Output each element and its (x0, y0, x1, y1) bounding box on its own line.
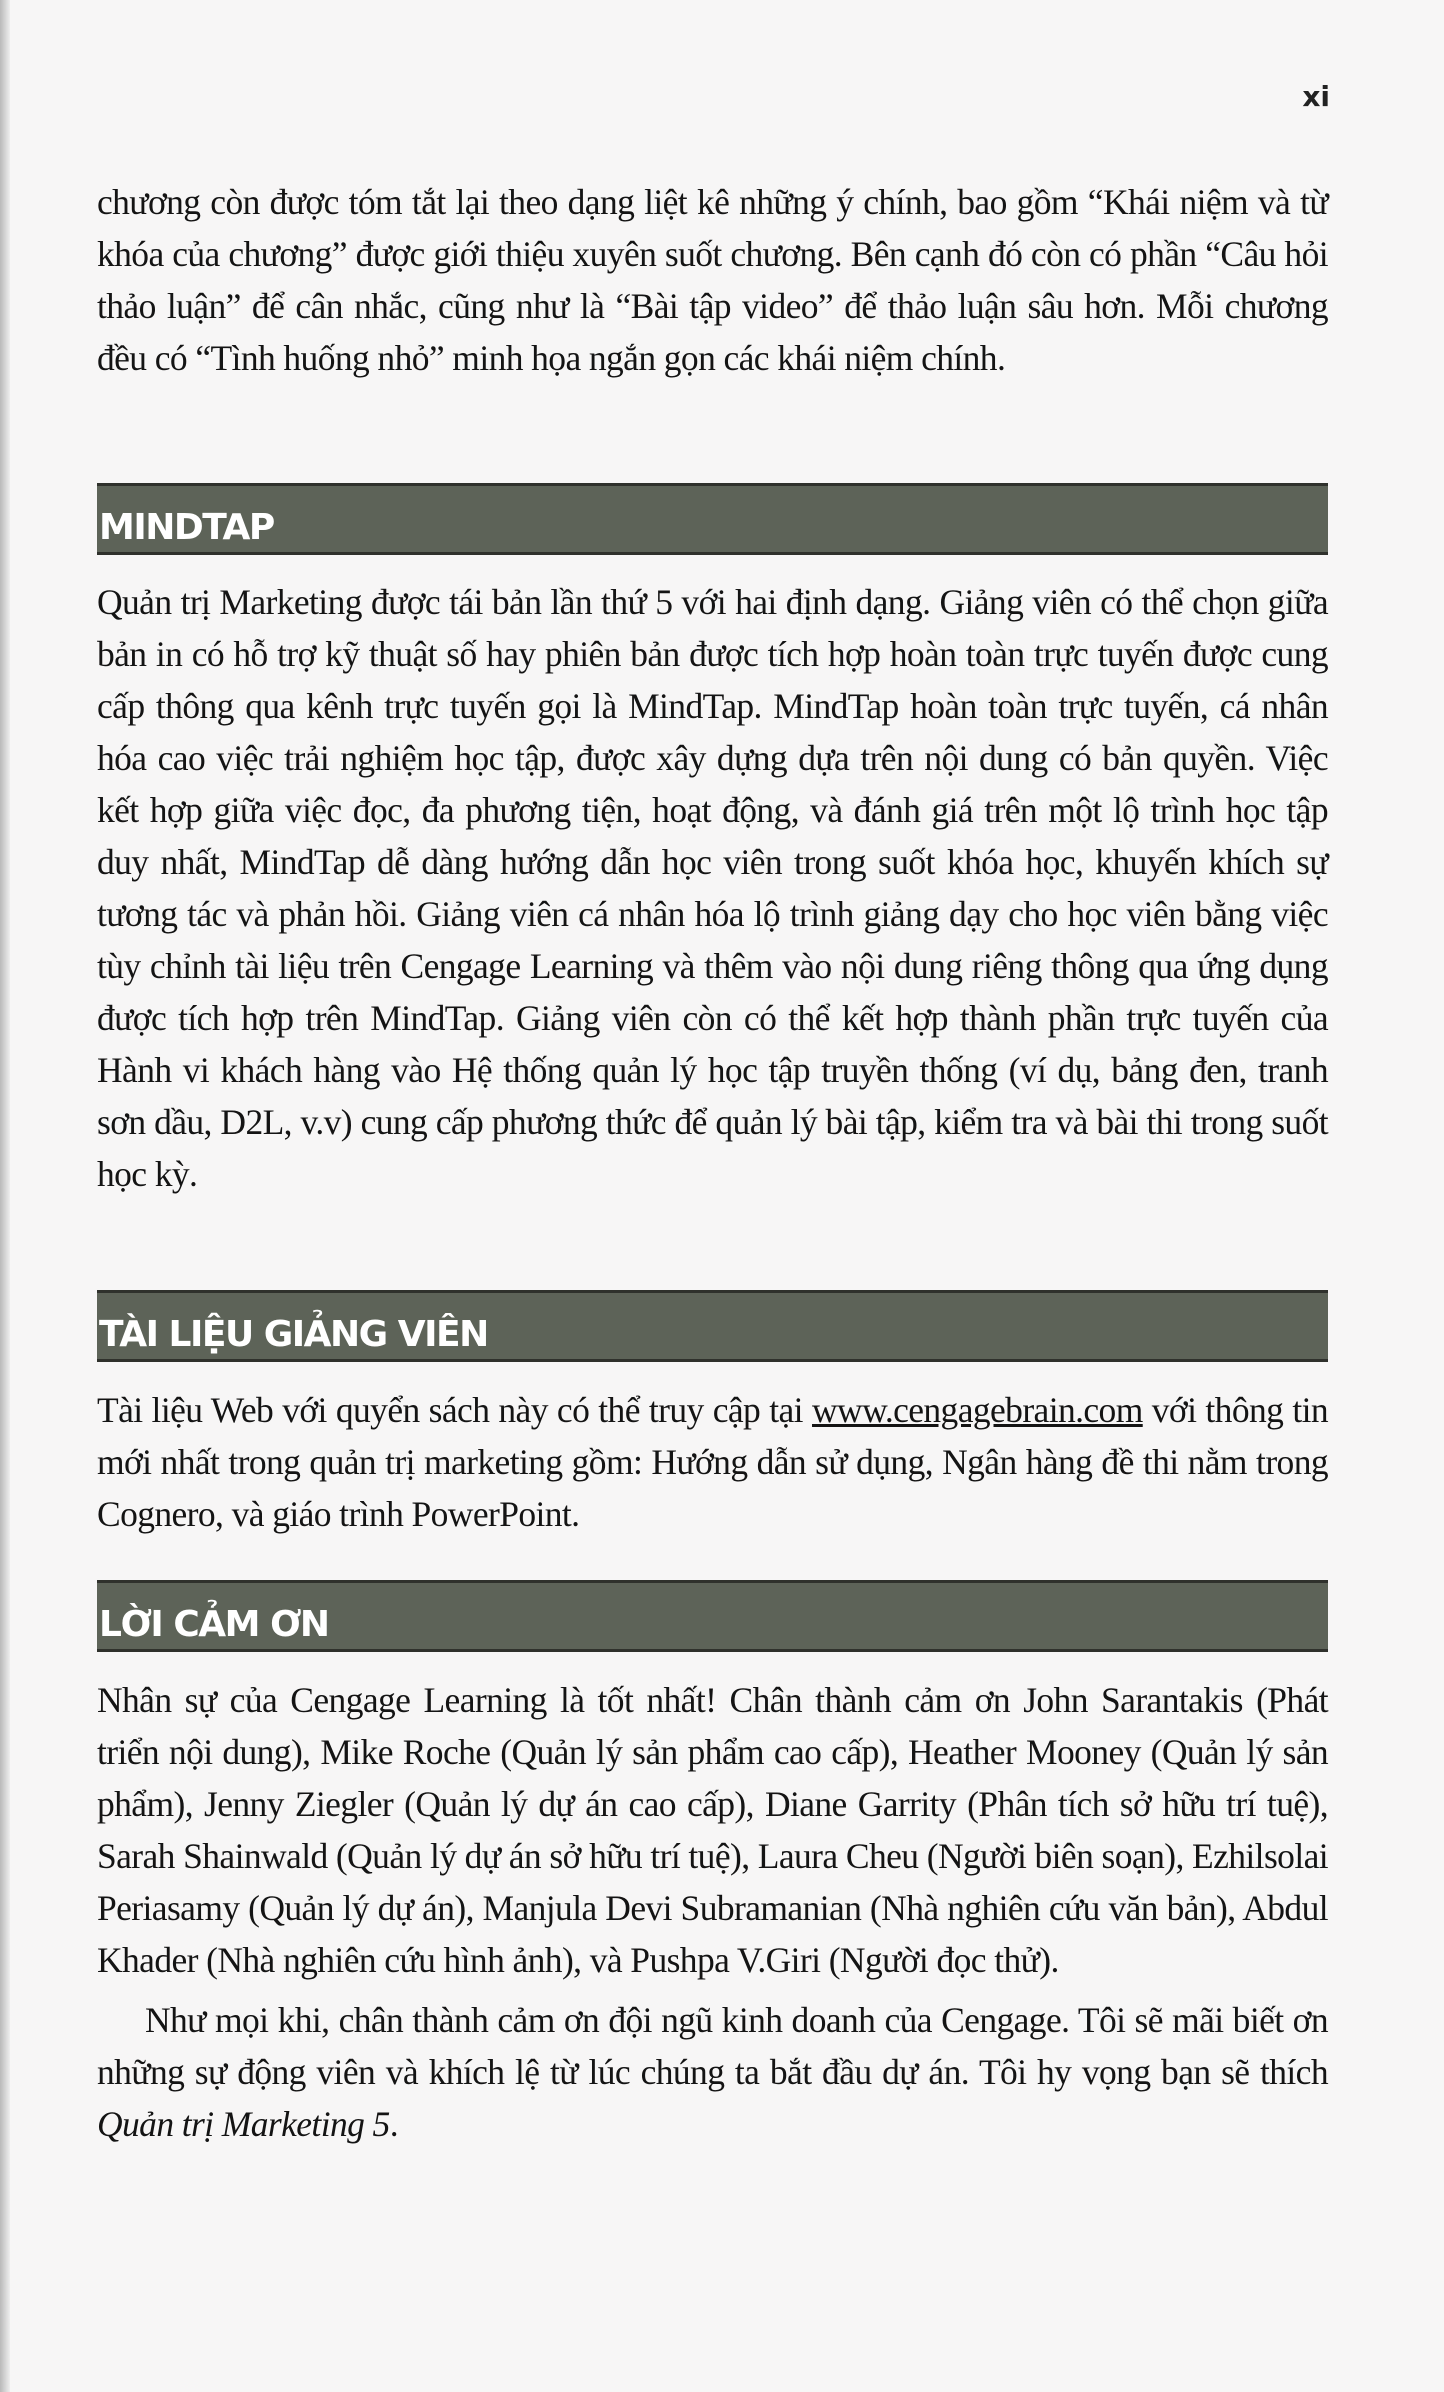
section-title: TÀI LIỆU GIẢNG VIÊN (99, 1314, 488, 1355)
mindtap-paragraph (97, 576, 1328, 1200)
mindtap-text: Quản trị Marketing được tái bản lần thứ 5 với hai định dạng. Giảng viên có thể chọn giữa bản in có hỗ trợ kỹ thuật số hay phiên bản được tích hợp hoàn toàn trực tuyến được cung cấp thông qua kênh trực tuyến gọi là MindTap. MindTap hoàn toàn trực tuyến, cá nhân hóa cao việc trải nghiệm học tập, được xây dựng dựa trên nội dung có bản quyền. Việc kết hợp giữa việc đọc, đa phương tiện, hoạt động, và đánh giá trên một lộ trình học tập duy nhất, MindTap dễ dàng hướng dẫn học viên trong suốt khóa học, khuyến khích sự tương tác và phản hồi. Giảng viên cá nhân hóa lộ trình giảng dạy cho học viên bằng việc tùy chỉnh tài liệu trên Cengage Learning và thêm vào nội dung riêng thông qua ứng dụng được tích hợp trên MindTap. Giảng viên còn có thể kết hợp thành phần trực tuyến của Hành vi khách hàng vào Hệ thống quản lý học tập truyền thống (ví dụ, bảng đen, tranh sơn dầu, D2L, v.v) cung cấp phương thức để quản lý bài tập, kiểm tra và bài thi trong suốt học kỳ. (97, 582, 1328, 1194)
acknowledgments-text: Nhân sự của Cengage Learning là tốt nhất! Chân thành cảm ơn John Sarantakis (Phát triển nội dung), Mike Roche (Quản lý sản phẩm cao cấp), Heather Mooney (Quản lý sản phẩm), Jenny Ziegler (Quản lý dự án cao cấp), Diane Garrity (Phân tích sở hữu trí tuệ), Sarah Shainwald (Quản lý dự án sở hữu trí tuệ), Laura Cheu (Người biên soạn), Ezhilsolai Periasamy (Quản lý dự án), Manjula Devi Subramanian (Nhà nghiên cứu văn bản), Abdul Khader (Nhà nghiên cứu hình ảnh), và Pushpa V.Giri (Người đọc thử). (97, 1680, 1328, 1980)
section-title: MINDTAP (99, 507, 274, 548)
instructor-resources-paragraph (97, 1384, 1328, 1540)
intro-text: chương còn được tóm tắt lại theo dạng liệt kê những ý chính, bao gồm “Khái niệm và từ khóa của chương” được giới thiệu xuyên suốt chương. Bên cạnh đó còn có phần “Câu hỏi thảo luận” để cân nhắc, cũng như là “Bài tập video” để thảo luận sâu hơn. Mỗi chương đều có “Tình huống nhỏ” minh họa ngắn gọn các khái niệm chính. (97, 182, 1328, 378)
page-number: xi (1302, 80, 1330, 113)
closing-after-italic: . (389, 2104, 398, 2144)
book-title: Quản trị Marketing 5 (97, 2104, 390, 2144)
text-before-link: Tài liệu Web với quyển sách này có thể truy cập tại (97, 1390, 813, 1430)
closing-text (97, 1994, 1328, 2150)
instructor-resources-text (97, 1384, 1328, 1540)
intro-paragraph (97, 176, 1328, 384)
cengagebrain-link[interactable]: www.cengagebrain.com (812, 1390, 1143, 1430)
section-header-instructor-resources (97, 1290, 1328, 1362)
section-header-acknowledgments (97, 1580, 1328, 1652)
text-after-link: với thông tin mới nhất trong quản trị marketing gồm: Hướng dẫn sử dụng, Ngân hàng đề thi nằm trong Cognero, và giáo trình PowerPoint. (97, 1390, 1329, 1534)
closing-before-italic: Như mọi khi, chân thành cảm ơn đội ngũ kinh doanh của Cengage. Tôi sẽ mãi biết ơn những sự động viên và khích lệ từ lúc chúng ta bắt đầu dự án. Tôi hy vọng bạn sẽ thích (97, 2000, 1328, 2092)
page-edge-shadow (0, 0, 10, 2392)
acknowledgments-paragraph (97, 1674, 1328, 2150)
section-header-mindtap (97, 483, 1328, 555)
section-title: LỜI CẢM ƠN (99, 1604, 329, 1645)
